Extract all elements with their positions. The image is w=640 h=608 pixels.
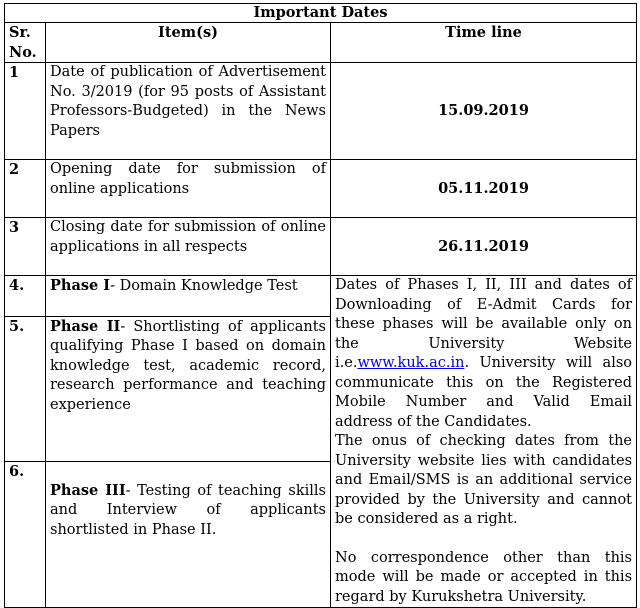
phase-desc: - Shortlisting of applicants qualifying Phase I based on domain knowledge test, academic record, research performance and teaching experience: [50, 318, 326, 413]
row-item: Closing date for submission of online applications in all respects: [46, 218, 331, 276]
note-paragraph-1: Dates of Phases I, II, III and dates of Downloading of E-Admit Cards for these phases will be available only on the University Website i.e.www.kuk.ac.in. University will also communicate this on the Registered Mobile Number and Valid Email address of the Candidates.: [335, 277, 633, 430]
phase-desc: - Domain Knowledge Test: [110, 278, 298, 294]
note-paragraph-3: No correspondence other than this mode will be made or accepted in this regard by Kurukshetra University.: [335, 549, 633, 605]
table-title: Important Dates: [5, 4, 637, 23]
phase-row: [5, 276, 637, 317]
row-date: 26.11.2019: [331, 218, 637, 276]
phase-name: Phase II: [50, 317, 121, 335]
header-sr-no: Sr. No.: [5, 23, 46, 63]
important-dates-table: [4, 3, 637, 608]
row-date: 05.11.2019: [331, 160, 637, 218]
row-sr: 2: [5, 160, 46, 218]
header-items: Item(s): [46, 23, 331, 63]
table-row: [5, 63, 637, 160]
row-date: 15.09.2019: [331, 63, 637, 160]
phase-sr: 4.: [5, 276, 46, 317]
row-sr: 1: [5, 63, 46, 160]
row-item: Date of publication of Advertisement No. 3/2019 (for 95 posts of Assistant Professors-Budgeted) in the News Papers: [46, 63, 331, 160]
phase-name: Phase I: [50, 277, 111, 294]
phase-name: Phase III: [50, 481, 126, 499]
table-row: [5, 218, 637, 276]
university-website-link[interactable]: www.kuk.ac.in: [357, 355, 465, 371]
phase-sr: 5.: [5, 316, 46, 461]
table-row: [5, 160, 637, 218]
phase-item: [46, 316, 331, 461]
row-item: Opening date for submission of online applications: [46, 160, 331, 218]
phase-item: [46, 276, 331, 317]
phase-item: [46, 461, 331, 607]
header-timeline: Time line: [331, 23, 637, 63]
phase-desc: - Testing of teaching skills and Interview of applicants shortlisted in Phase II.: [50, 482, 326, 538]
phase-dates-note: [331, 276, 637, 608]
note-paragraph-2: The onus of checking dates from the University website lies with candidates and Email/SMS is an additional service provided by the University and cannot be considered as a right.: [335, 433, 633, 527]
row-sr: 3: [5, 218, 46, 276]
phase-sr: 6.: [5, 461, 46, 607]
